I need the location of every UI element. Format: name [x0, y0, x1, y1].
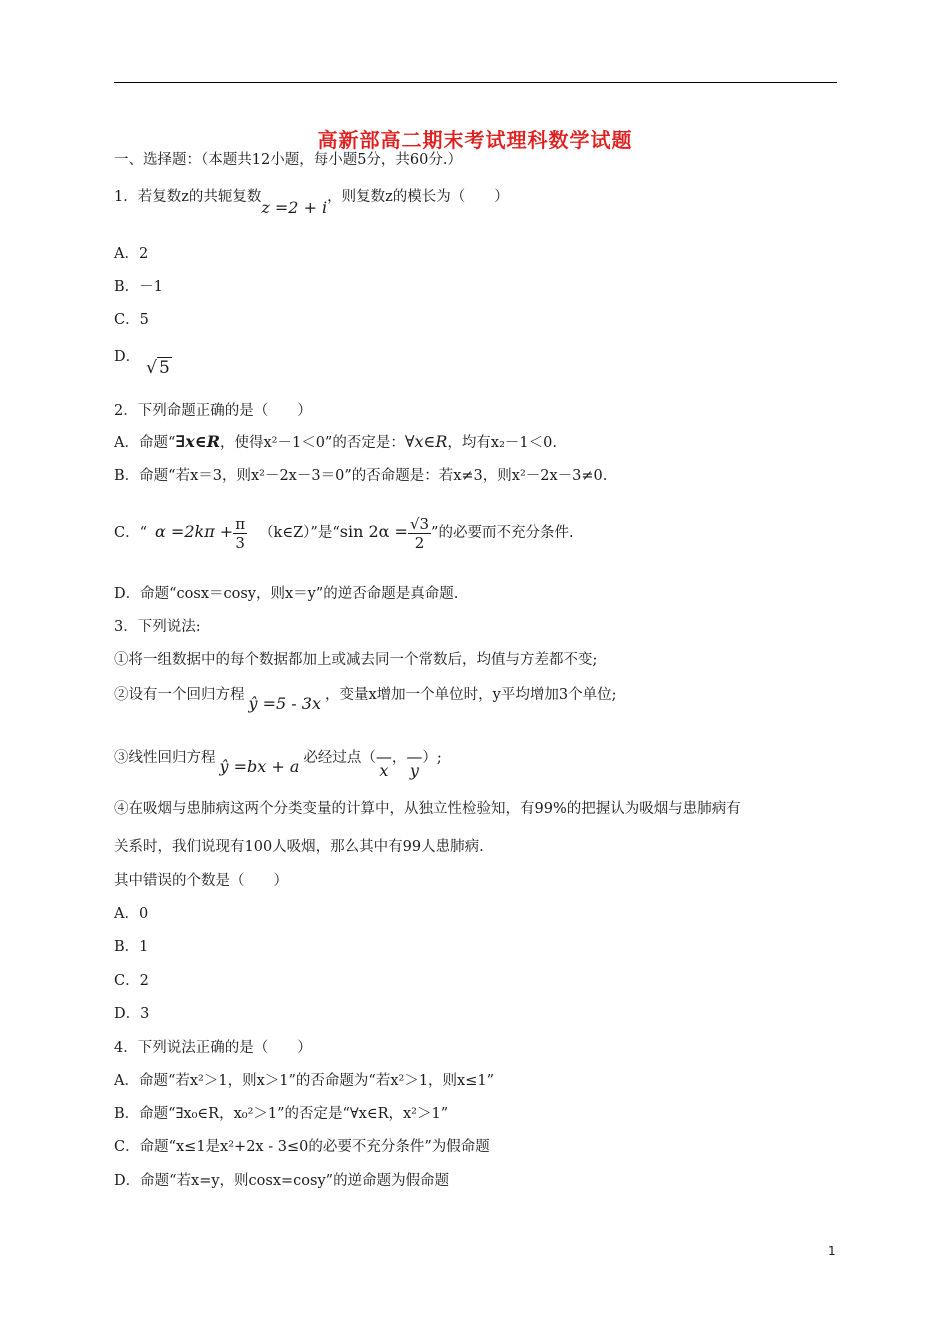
q1-stem-b: ，则复数z的模长为（ ）	[327, 189, 509, 205]
q2-option-c: C．“ α =2kπ + $\frac{\pi}{3}$ （k∈Z）”是“sin 2α = $\frac{√3}{2}$ ”的必要而不充分条件.	[114, 514, 574, 552]
q1-option-d	[114, 346, 172, 378]
page-title: 高新部高二期末考试理科数学试题	[317, 128, 633, 152]
q3-statement-1: ①将一组数据中的每个数据都加上或减去同一个常数后，均值与方差都不变;	[114, 652, 598, 668]
q3-statement-4-line-1: ④在吸烟与患肺病这两个分类变量的计算中，从独立性检验知，有99%的把握认为吸烟与患肺病有	[114, 801, 741, 817]
q3-option-c: C．2	[114, 973, 149, 989]
q2-sqrt3-over-2: $\frac{√3}{2}$	[409, 514, 430, 552]
q2-exists-formula: ∃x∈R	[175, 432, 220, 451]
q1-option-d-label: D．	[114, 349, 141, 365]
q3-regression-formula-1: ŷ =5 - 3x	[248, 694, 321, 713]
q4-option-c: C．命题“x≤1是x²+2x - 3≤0的必要不充分条件”为假命题	[114, 1139, 490, 1155]
q3-y-bar: — y	[406, 747, 423, 780]
q3-option-a: A．0	[114, 906, 149, 922]
q1-formula: z =2 + i	[261, 198, 328, 217]
header-rule	[114, 82, 837, 83]
question-2: 2．下列命题正确的是（ ）	[114, 403, 312, 419]
q3-statement-4-line-2: 关系时，我们说现有100人吸烟，那么其中有99人患肺病.	[114, 839, 484, 855]
q1-option-c: C．5	[114, 312, 149, 328]
q3-option-b: B．1	[114, 939, 149, 955]
q2-sin-formula: sin 2α =	[339, 522, 408, 541]
q2-option-a: A．命题“∃x∈R，使得x²－1＜0”的否定是：∀x∈R，均有x₂－1＜0.	[114, 432, 557, 451]
q4-option-b: B．命题“∃x₀∈R，x₀²＞1”的否定是“∀x∈R，x²＞1”	[114, 1106, 449, 1122]
q4-option-a: A．命题“若x²＞1，则x＞1”的否命题为“若x²＞1，则x≤1”	[114, 1073, 495, 1089]
section-heading: 一、选择题：（本题共12小题，每小题5分，共60分.）	[114, 152, 462, 168]
q3-statement-3: ③线性回归方程 ŷ =bx + a 必经过点（ — x， — y）;	[114, 747, 442, 780]
q2-forall-formula: ∀x∈R	[404, 432, 448, 451]
q3-regression-formula-2: ŷ =bx + a	[219, 757, 300, 776]
question-3: 3．下列说法:	[114, 619, 201, 635]
q3-option-d: D．3	[114, 1006, 150, 1022]
question-1	[114, 186, 509, 217]
q2-option-b: B．命题“若x＝3，则x²－2x－3＝0”的否命题是：若x≠3，则x²－2x－3≠0.	[114, 468, 608, 484]
q3-ask: 其中错误的个数是（ ）	[114, 873, 288, 889]
q1-option-b: B．－1	[114, 279, 163, 295]
q1-option-a: A．2	[114, 246, 149, 262]
q2-pi-over-3: $\frac{\pi}{3}$	[235, 514, 246, 552]
q4-option-d: D．命题“若x=y，则cosx=cosy”的逆命题为假命题	[114, 1173, 450, 1189]
q3-x-bar: — x	[375, 747, 392, 780]
q1-stem-a: 1．若复数z的共轭复数	[114, 189, 262, 205]
q1-sqrt5: √ 5	[146, 358, 170, 378]
q2-option-d: D．命题“cosx＝cosy，则x＝y”的逆否命题是真命题.	[114, 586, 459, 602]
question-4: 4．下列说法正确的是（ ）	[114, 1040, 312, 1056]
q2-alpha-formula: α =2kπ +	[155, 522, 234, 541]
page-number: 1	[828, 1244, 836, 1258]
q3-statement-2: ②设有一个回归方程 ŷ =5 - 3x ，变量x增加一个单位时，y平均增加3个单位;	[114, 687, 617, 713]
